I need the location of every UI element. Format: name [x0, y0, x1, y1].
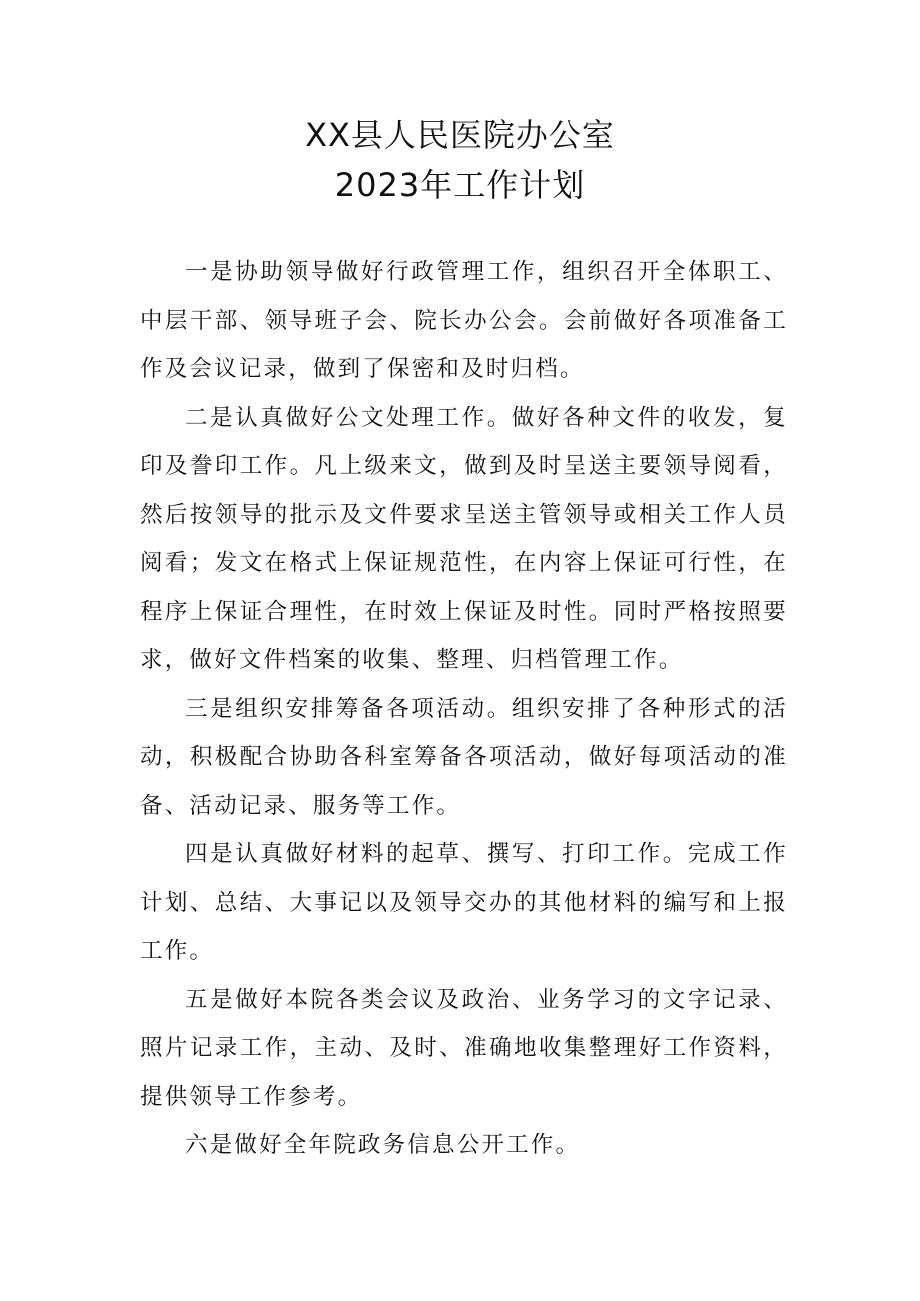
- paragraph-2: 二是认真做好公文处理工作。做好各种文件的收发，复印及誊印工作。凡上级来文，做到及时呈送主要领导阅看，然后按领导的批示及文件要求呈送主管领导或相关工作人员阅看；发文在格式上保证规范性，在内容上保证可行性，在程序上保证合理性，在时效上保证及时性。同时严格按照要求，做好文件档案的收集、整理、归档管理工作。: [140, 404, 788, 673]
- document-body: [140, 248, 788, 1170]
- title-line-plan: 2023年工作计划: [334, 166, 586, 204]
- title-line-organization: XX县人民医院办公室: [305, 116, 615, 154]
- document-title: [0, 110, 920, 210]
- paragraph-6: 六是做好全年院政务信息公开工作。: [185, 1132, 581, 1158]
- paragraph-5: 五是做好本院各类会议及政治、业务学习的文字记录、照片记录工作，主动、及时、准确地收集整理好工作资料，提供领导工作参考。: [140, 986, 788, 1110]
- paragraph-4: 四是认真做好材料的起草、撰写、打印工作。完成工作计划、总结、大事记以及领导交办的其他材料的编写和上报工作。: [140, 841, 788, 964]
- paragraph-3: 三是组织安排筹备各项活动。组织安排了各种形式的活动，积极配合协助各科室筹备各项活动，做好每项活动的准备、活动记录、服务等工作。: [140, 695, 788, 819]
- paragraph-1: 一是协助领导做好行政管理工作，组织召开全体职工、中层干部、领导班子会、院长办公会。会前做好各项准备工作及会议记录，做到了保密和及时归档。: [140, 259, 788, 382]
